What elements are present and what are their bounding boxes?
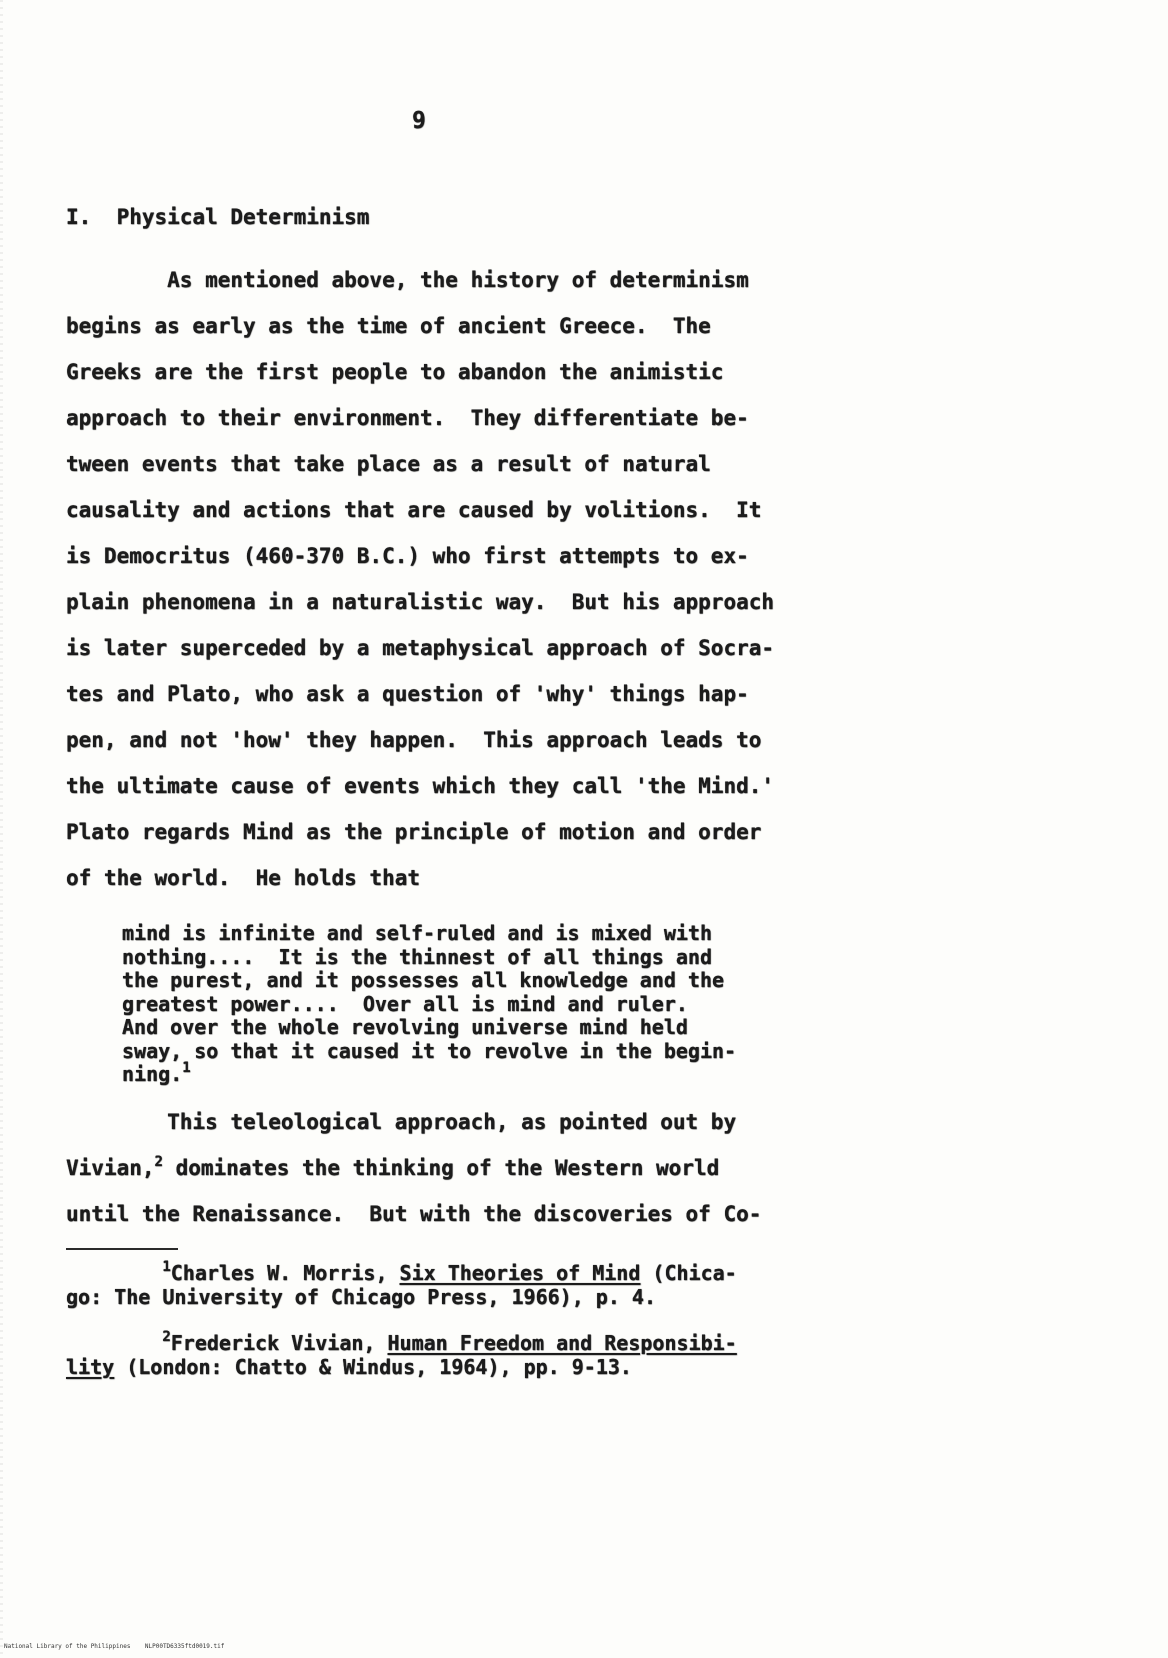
footnote-indent (66, 1261, 162, 1285)
footnote-1-line-2: go: The University of Chicago Press, 1966), p. 4. (66, 1285, 657, 1309)
section-heading: I. Physical Determinism (66, 205, 370, 229)
body-line: is Democritus (460-370 B.C.) who first attempts to ex- (66, 544, 749, 568)
body-line-with-note (66, 1156, 761, 1202)
body-line: Greeks are the first people to abandon the animistic (66, 360, 724, 384)
quote-line: greatest power.... Over all is mind and ruler. (122, 991, 688, 1016)
footnote-1-marker: 1 (162, 1259, 171, 1275)
body-line: until the Renaissance. But with the discoveries of Co- (66, 1202, 762, 1226)
footnote-1-rest: (Chica- (640, 1261, 737, 1285)
footnote-2-title: Human Freedom and Responsibi- (387, 1331, 737, 1355)
page-number: 9 (412, 108, 426, 134)
body-line-text: Vivian, (66, 1156, 155, 1180)
footnote-separator (66, 1248, 178, 1250)
footnote-indent (66, 1331, 162, 1355)
body-line: Plato regards Mind as the principle of motion and order (66, 820, 762, 844)
quote-line: And over the whole revolving universe mind held (122, 1015, 688, 1039)
footnote-2-line-2 (66, 1356, 737, 1380)
scan-source-footer: National Library of the Philippines NLP00TD6335ftd0019.tif (4, 1643, 225, 1650)
footnote-2-marker: 2 (162, 1329, 171, 1345)
body-line: causality and actions that are caused by volitions. It (66, 498, 762, 522)
footnote-2-rest: (London: Chatto & Windus, 1964), pp. 9-13. (114, 1355, 632, 1379)
footnote-2-title-cont: lity (66, 1355, 115, 1379)
footnote-1-line-1 (66, 1259, 737, 1286)
footnote-1-author: Charles W. Morris, (170, 1261, 400, 1285)
quote-line-last (122, 1060, 736, 1087)
body-line: This teleological approach, as pointed out by (66, 1110, 737, 1134)
quote-line: the purest, and it possesses all knowledge and the (122, 968, 725, 992)
body-paragraph (66, 268, 774, 912)
quote-line-text: ning. (122, 1062, 183, 1086)
body-line: of the world. He holds that (66, 866, 421, 890)
body-line-text: dominates the thinking of the Western world (162, 1156, 720, 1180)
footnote-2-line-1 (66, 1329, 737, 1356)
body-line: pen, and not 'how' they happen. This approach leads to (66, 728, 762, 752)
body-line: is later superceded by a metaphysical approach of Socra- (66, 636, 775, 660)
body-line: the ultimate cause of events which they call 'the Mind.' (66, 774, 775, 798)
footnote-reference-2[interactable]: 2 (154, 1154, 163, 1170)
continuation-paragraph (66, 1110, 761, 1248)
body-line: plain phenomena in a naturalistic way. But his approach (66, 590, 775, 614)
footnote-2-author: Frederick Vivian, (170, 1331, 388, 1355)
scan-edge (0, 0, 3, 1658)
body-line: tween events that take place as a result of natural (66, 452, 711, 476)
quote-line: sway, so that it caused it to revolve in the begin- (122, 1038, 737, 1063)
quote-line: mind is infinite and self-ruled and is mixed with (122, 921, 713, 945)
footnote-reference-1[interactable]: 1 (182, 1060, 191, 1076)
footnotes (66, 1259, 737, 1380)
body-line: As mentioned above, the history of determinism (66, 268, 749, 292)
body-line: begins as early as the time of ancient Greece. The (66, 314, 711, 338)
block-quote (122, 922, 736, 1087)
body-line: tes and Plato, who ask a question of 'why' things hap- (66, 682, 749, 706)
footnote-1-title: Six Theories of Mind (399, 1261, 641, 1285)
quote-line: nothing.... It is the thinnest of all things and (122, 944, 713, 969)
body-line: approach to their environment. They differentiate be- (66, 406, 749, 430)
